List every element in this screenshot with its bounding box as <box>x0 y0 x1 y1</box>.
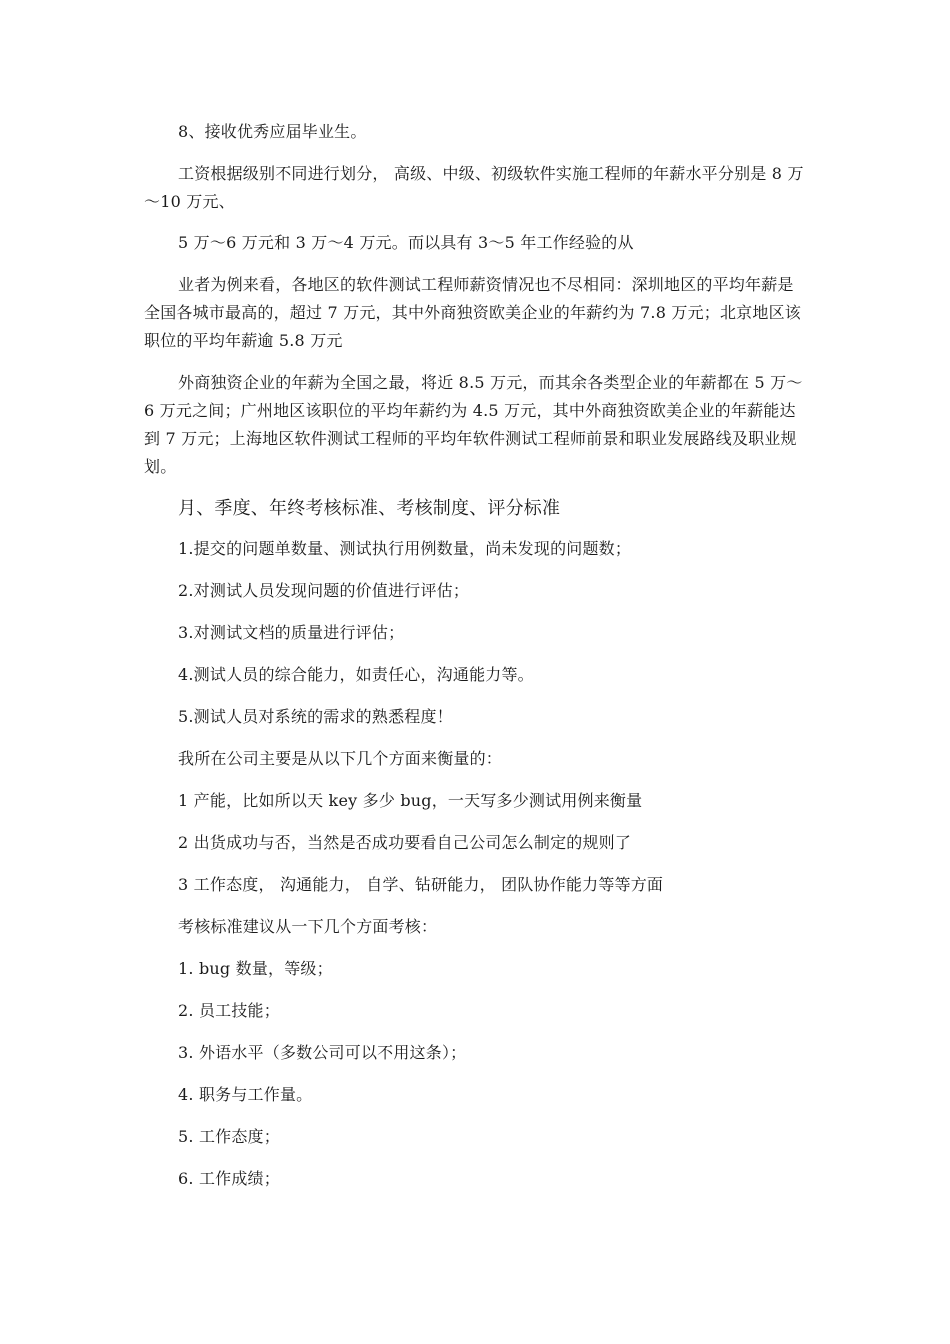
paragraph-salary-ranges: 5 万～6 万元和 3 万～4 万元。而以具有 3～5 年工作经验的从 <box>178 233 634 252</box>
suggest-item: 5. 工作态度； <box>178 1127 280 1146</box>
document-body <box>144 118 808 1207</box>
criteria-item: 1.提交的问题单数量、测试执行用例数量，尚未发现的问题数； <box>178 539 632 558</box>
section-heading: 月、季度、年终考核标准、考核制度、评分标准 <box>178 498 561 519</box>
criteria-item: 3.对测试文档的质量进行评估； <box>178 623 405 642</box>
company-intro: 我所在公司主要是从以下几个方面来衡量的： <box>178 749 503 768</box>
criteria-item: 2.对测试人员发现问题的价值进行评估； <box>178 581 470 600</box>
company-item: 2 出货成功与否，当然是否成功要看自己公司怎么制定的规则了 <box>178 833 632 852</box>
paragraph-foreign-salary: 外商独资企业的年薪为全国之最，将近 8.5 万元，而其余各类型企业的年薪都在 5 万～6 万元之间；广州地区该职位的平均年薪约为 4.5 万元，其中外商独资欧美企业的年薪能达到 7 万元；上海地区软件测试工程师的平均年软件测试工程师前景和职业发展路线及职业规划。 <box>144 373 803 476</box>
suggest-item: 3. 外语水平（多数公司可以不用这条）； <box>178 1043 467 1062</box>
paragraph-graduates: 8、接收优秀应届毕业生。 <box>178 122 367 141</box>
company-item: 1 产能，比如所以天 key 多少 bug，一天写多少测试用例来衡量 <box>178 791 643 810</box>
paragraph-salary-levels: 工资根据级别不同进行划分， 高级、中级、初级软件实施工程师的年薪水平分别是 8 万～10 万元、 <box>144 164 804 211</box>
company-item: 3 工作态度， 沟通能力， 自学、钻研能力， 团队协作能力等等方面 <box>178 875 664 894</box>
suggest-item: 4. 职务与工作量。 <box>178 1085 313 1104</box>
suggest-item: 1. bug 数量，等级； <box>178 959 333 978</box>
suggest-intro: 考核标准建议从一下几个方面考核： <box>178 917 438 936</box>
criteria-item: 5.测试人员对系统的需求的熟悉程度！ <box>178 707 453 726</box>
suggest-item: 2. 员工技能； <box>178 1001 280 1020</box>
criteria-item: 4.测试人员的综合能力，如责任心，沟通能力等。 <box>178 665 534 684</box>
suggest-item: 6. 工作成绩； <box>178 1169 280 1188</box>
paragraph-regional-salary: 业者为例来看，各地区的软件测试工程师薪资情况也不尽相同：深圳地区的平均年薪是全国各城市最高的，超过 7 万元，其中外商独资欧美企业的年薪约为 7.8 万元；北京地区该职位的平均年薪逾 5.8 万元 <box>144 275 801 350</box>
